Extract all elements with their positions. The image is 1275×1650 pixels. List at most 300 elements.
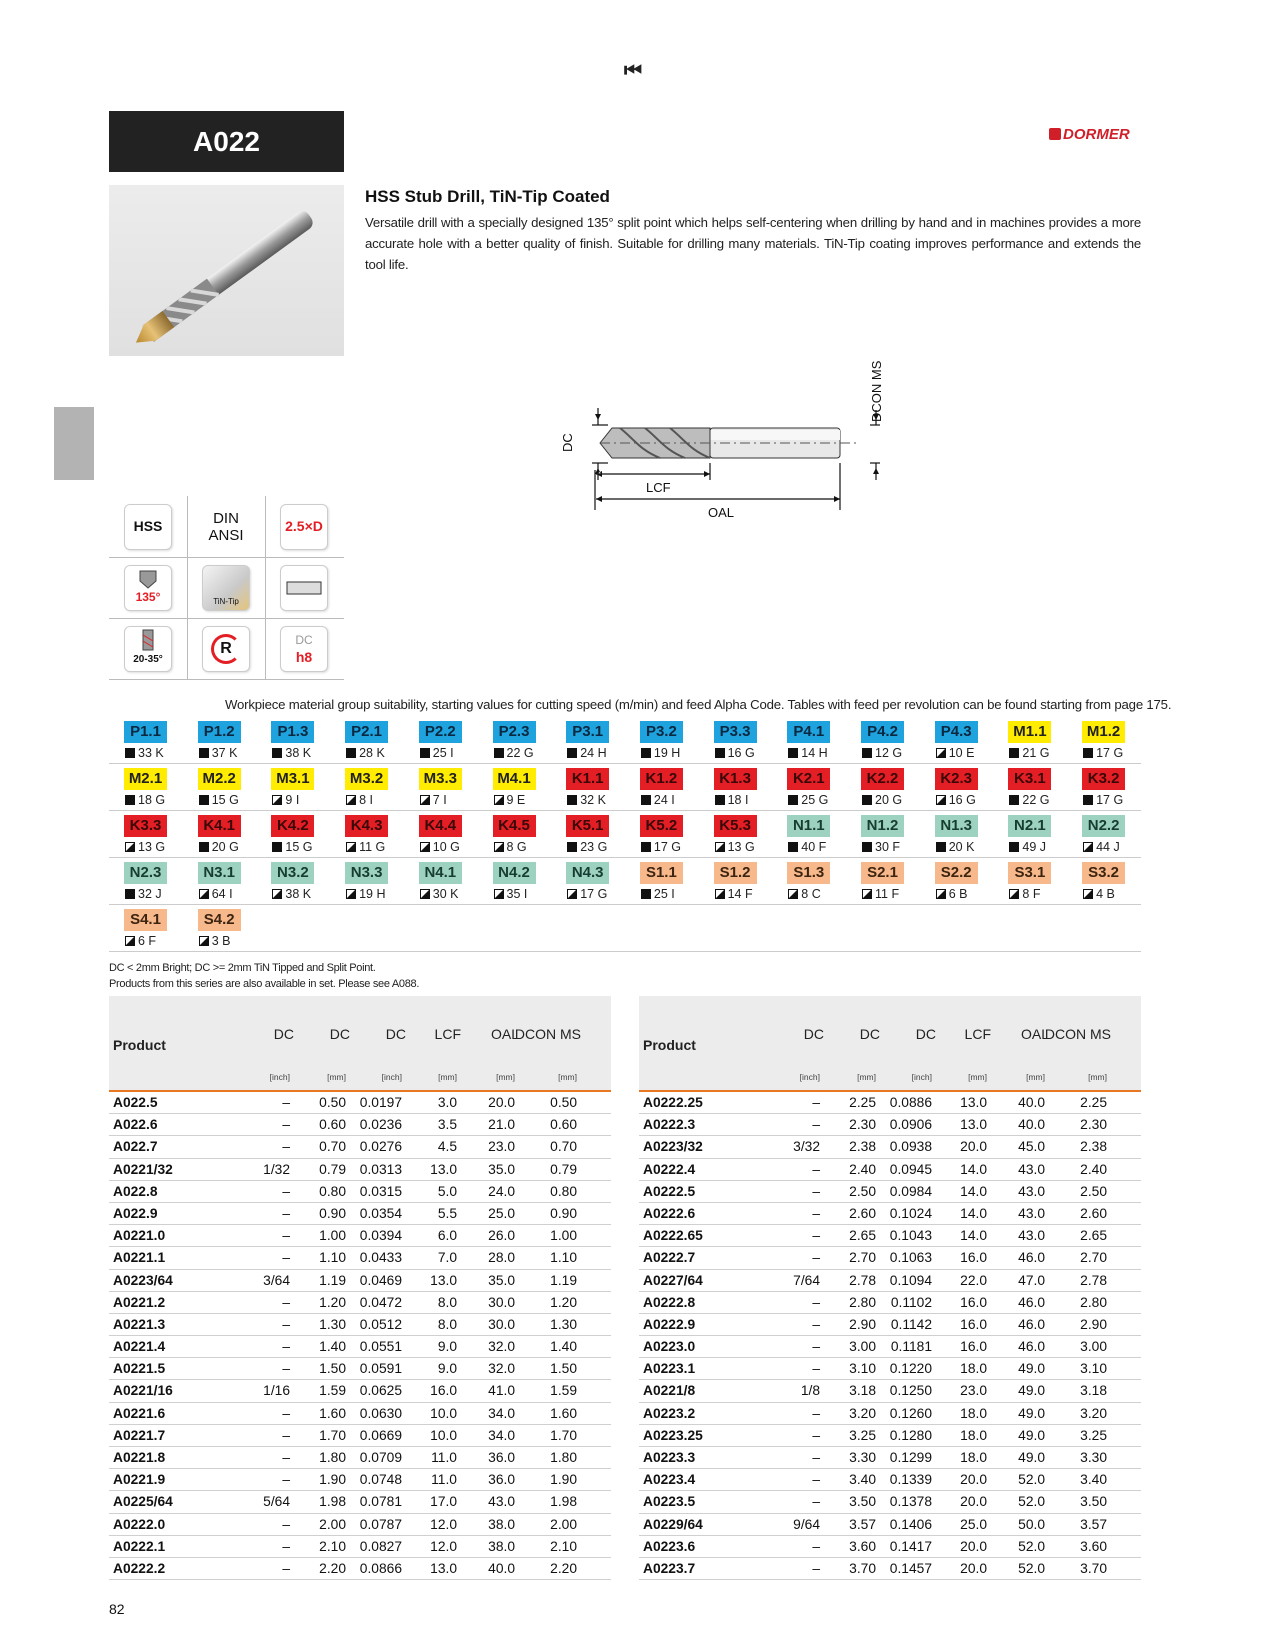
value-cell: 49.0 <box>1018 1361 1045 1377</box>
table-row[interactable] <box>109 1380 611 1402</box>
material-cell <box>1067 858 1141 905</box>
material-group-badge: K4.4 <box>419 815 462 837</box>
value-cell: 1/8 <box>800 1383 820 1399</box>
table-row[interactable] <box>639 1536 1141 1558</box>
table-row[interactable] <box>109 1225 611 1247</box>
table-row[interactable] <box>639 1380 1141 1402</box>
value-cell: 0.0512 <box>359 1316 402 1332</box>
table-header <box>109 996 611 1092</box>
cutting-value <box>346 746 385 760</box>
value-cell: 20.0 <box>960 1494 987 1510</box>
value-cell: – <box>812 1450 820 1465</box>
value-cell: 3.25 <box>1080 1427 1107 1443</box>
primary-suitability-icon <box>788 795 798 805</box>
table-row[interactable] <box>639 1491 1141 1513</box>
value-cell: 46.0 <box>1018 1294 1045 1310</box>
value-cell: 1.80 <box>319 1450 346 1465</box>
table-row[interactable] <box>109 1403 611 1425</box>
value-cell: 0.0433 <box>359 1250 402 1266</box>
value-cell: – <box>812 1405 820 1421</box>
primary-suitability-icon <box>494 748 504 758</box>
material-group-badge: N2.3 <box>124 862 167 884</box>
speed-feed-code: 6 F <box>138 934 157 948</box>
speed-feed-code: 25 I <box>432 746 454 760</box>
material-group-badge: K5.3 <box>714 815 757 837</box>
standard-din-ansi-icon: DIN ANSI <box>202 504 250 550</box>
product-code-cell: A0223.5 <box>643 1494 696 1510</box>
material-group-badge: S3.2 <box>1082 862 1125 884</box>
cutting-value <box>1083 793 1123 807</box>
value-cell: 35.0 <box>488 1272 515 1288</box>
product-code-cell: A0221.9 <box>113 1472 166 1488</box>
material-cell <box>109 905 183 952</box>
product-code-cell: A0223.25 <box>643 1427 703 1443</box>
speed-feed-code: 11 F <box>875 887 900 901</box>
value-cell: 0.1250 <box>889 1383 932 1399</box>
material-group-badge: N1.1 <box>787 815 830 837</box>
material-group-badge: K3.1 <box>1008 768 1051 790</box>
speed-feed-code: 25 G <box>801 793 829 807</box>
secondary-suitability-icon <box>1083 842 1093 852</box>
material-cell <box>772 858 846 905</box>
dcon-label: DCON MS <box>869 360 884 422</box>
value-cell: 0.0781 <box>359 1494 402 1510</box>
value-cell: 1.10 <box>319 1250 346 1266</box>
material-group-badge: N3.1 <box>198 862 241 884</box>
value-cell: 0.0354 <box>359 1205 402 1221</box>
value-cell: 40.0 <box>1018 1095 1045 1110</box>
page-number: 82 <box>109 1601 125 1617</box>
cutting-value <box>936 746 975 760</box>
value-cell: 3.25 <box>849 1427 876 1443</box>
value-cell: 3.10 <box>1080 1361 1107 1377</box>
table-row[interactable] <box>109 1358 611 1380</box>
table-row[interactable] <box>109 1292 611 1314</box>
material-group-badge: K1.2 <box>640 768 683 790</box>
primary-suitability-icon <box>715 748 725 758</box>
value-cell: 0.1417 <box>889 1538 932 1554</box>
value-cell: 1.60 <box>319 1405 346 1421</box>
column-unit: [inch] <box>911 1072 932 1082</box>
table-row[interactable] <box>109 1314 611 1336</box>
material-row <box>109 905 1141 952</box>
cutting-value <box>862 793 902 807</box>
speed-feed-code: 18 G <box>138 793 166 807</box>
value-cell: – <box>282 1183 290 1199</box>
material-group-badge: N2.2 <box>1082 815 1125 837</box>
speed-feed-code: 19 H <box>653 746 681 760</box>
value-cell: 0.1299 <box>889 1450 932 1465</box>
value-cell: – <box>282 1139 290 1155</box>
value-cell: 0.1094 <box>889 1272 932 1288</box>
value-cell: 1/32 <box>263 1161 290 1177</box>
value-cell: 0.0984 <box>889 1183 932 1199</box>
material-cell <box>993 858 1067 905</box>
value-cell: 10.0 <box>430 1427 457 1443</box>
material-group-badge: P4.2 <box>861 721 904 743</box>
column-unit: [mm] <box>857 1072 876 1082</box>
material-cell <box>109 764 183 811</box>
value-cell: 0.1024 <box>889 1205 932 1221</box>
table-row[interactable] <box>109 1159 611 1181</box>
cutting-value <box>715 793 749 807</box>
value-cell: 3.30 <box>1080 1450 1107 1465</box>
material-cell <box>920 811 994 858</box>
primary-suitability-icon <box>1083 748 1093 758</box>
material-cell <box>551 717 625 764</box>
table-row[interactable] <box>109 1136 611 1158</box>
cutting-value <box>125 793 165 807</box>
value-cell: 0.0938 <box>889 1139 932 1155</box>
value-cell: – <box>282 1538 290 1554</box>
material-group-badge: N2.1 <box>1008 815 1051 837</box>
material-cell <box>772 811 846 858</box>
table-row[interactable] <box>639 1136 1141 1158</box>
value-cell: 1.20 <box>550 1294 577 1310</box>
table-row[interactable] <box>639 1292 1141 1314</box>
value-cell: 0.0472 <box>359 1294 402 1310</box>
table-row[interactable] <box>639 1358 1141 1380</box>
secondary-suitability-icon <box>272 889 282 899</box>
table-row[interactable] <box>639 1270 1141 1292</box>
material-cell <box>993 717 1067 764</box>
value-cell: – <box>812 1205 820 1221</box>
value-cell: 2.10 <box>550 1538 577 1554</box>
product-description: Versatile drill with a specially designed 135° split point which helps self-centering when drilling by hand and in machines provides a more accurate hole with a better quality of finish. Suitable for drilling many materials. TiN-Tip coating improves performance and extends the tool life. <box>365 215 1141 272</box>
material-cell <box>404 858 478 905</box>
material-group-badge: P3.1 <box>566 721 609 743</box>
table-row[interactable] <box>639 1336 1141 1358</box>
column-header: DC <box>803 1026 824 1042</box>
value-cell: 0.0197 <box>359 1095 402 1110</box>
speed-feed-code: 12 G <box>875 746 903 760</box>
table-row[interactable] <box>109 1536 611 1558</box>
table-row[interactable] <box>639 1203 1141 1225</box>
section-tab[interactable] <box>54 407 94 480</box>
value-cell: 3.20 <box>849 1405 876 1421</box>
material-cell <box>772 764 846 811</box>
table-row[interactable] <box>109 1203 611 1225</box>
speed-feed-code: 25 I <box>653 887 675 901</box>
material-cell <box>625 717 699 764</box>
material-group-badge: M4.1 <box>493 768 536 790</box>
material-cell <box>993 764 1067 811</box>
table-row[interactable] <box>639 1247 1141 1269</box>
value-cell: 40.0 <box>1018 1117 1045 1133</box>
product-code-cell: A0221.3 <box>113 1316 166 1332</box>
material-cell <box>846 811 920 858</box>
material-group-badge: K4.1 <box>198 815 241 837</box>
primary-suitability-icon <box>641 889 651 899</box>
product-code-cell: A0221.6 <box>113 1405 166 1421</box>
value-cell: 0.0469 <box>359 1272 402 1288</box>
product-code-cell: A0223.0 <box>643 1339 696 1355</box>
material-group-badge: M2.2 <box>198 768 241 790</box>
table-row[interactable] <box>639 1403 1141 1425</box>
product-code-cell: A0222.7 <box>643 1250 696 1266</box>
value-cell: 30.0 <box>488 1316 515 1332</box>
primary-suitability-icon <box>715 795 725 805</box>
secondary-suitability-icon <box>199 936 209 946</box>
material-cell <box>920 764 994 811</box>
speed-feed-code: 9 E <box>506 793 526 807</box>
material-group-badge: S2.2 <box>935 862 978 884</box>
value-cell: 2.80 <box>1080 1294 1107 1310</box>
material-group-badge: S3.1 <box>1008 862 1051 884</box>
product-code-cell: A0221.4 <box>113 1339 166 1355</box>
cutting-value <box>346 793 373 807</box>
value-cell: 50.0 <box>1018 1516 1045 1532</box>
value-cell: – <box>282 1427 290 1443</box>
value-cell: 2.38 <box>1080 1139 1107 1155</box>
material-group-badge: K1.3 <box>714 768 757 790</box>
material-cell <box>404 764 478 811</box>
value-cell: 6.0 <box>437 1228 457 1244</box>
material-cell <box>478 764 552 811</box>
table-row[interactable] <box>109 1092 611 1114</box>
table-row[interactable] <box>109 1114 611 1136</box>
material-group-badge: S4.2 <box>198 909 241 931</box>
product-code-cell: A0222.1 <box>113 1538 166 1554</box>
value-cell: 34.0 <box>488 1427 515 1443</box>
footnote-line: Products from this series are also available in set. Please see A088. <box>109 978 420 990</box>
value-cell: 2.60 <box>1080 1205 1107 1221</box>
value-cell: 3.50 <box>849 1494 876 1510</box>
cutting-value <box>936 840 975 854</box>
value-cell: 3.00 <box>1080 1339 1107 1355</box>
material-group-badge: N3.2 <box>271 862 314 884</box>
material-group-badge: S1.3 <box>787 862 830 884</box>
cutting-value <box>420 840 460 854</box>
table-row[interactable] <box>109 1447 611 1469</box>
value-cell: 30.0 <box>488 1294 515 1310</box>
value-cell: 2.60 <box>849 1205 876 1221</box>
value-cell: 13.0 <box>430 1560 457 1576</box>
value-cell: 2.70 <box>849 1250 876 1266</box>
cutting-value <box>715 746 755 760</box>
value-cell: – <box>812 1427 820 1443</box>
value-cell: – <box>812 1228 820 1244</box>
value-cell: – <box>812 1560 820 1576</box>
cutting-value <box>788 746 827 760</box>
value-cell: 18.0 <box>960 1405 987 1421</box>
speed-feed-code: 37 K <box>211 746 238 760</box>
material-group-badge: P2.1 <box>345 721 388 743</box>
value-cell: 49.0 <box>1018 1450 1045 1465</box>
value-cell: 3.40 <box>1080 1472 1107 1488</box>
speed-feed-code: 15 G <box>285 840 313 854</box>
cutting-value <box>567 887 607 901</box>
value-cell: 25.0 <box>960 1516 987 1532</box>
material-group-badge: P2.3 <box>493 721 536 743</box>
value-cell: 2.78 <box>1080 1272 1107 1288</box>
product-code-cell: A0221.2 <box>113 1294 166 1310</box>
value-cell: 36.0 <box>488 1450 515 1465</box>
value-cell: 3.10 <box>849 1361 876 1377</box>
value-cell: 0.0906 <box>889 1117 932 1133</box>
value-cell: – <box>812 1095 820 1110</box>
material-group-badge: P2.2 <box>419 721 462 743</box>
value-cell: 2.00 <box>550 1516 577 1532</box>
cutting-value <box>494 793 526 807</box>
material-group-badge: P1.1 <box>124 721 167 743</box>
value-cell: 3.30 <box>849 1450 876 1465</box>
speed-feed-code: 30 K <box>432 887 459 901</box>
material-group-badge: P1.3 <box>271 721 314 743</box>
value-cell: 0.0827 <box>359 1538 402 1554</box>
value-cell: 9.0 <box>437 1361 457 1377</box>
table-row[interactable] <box>109 1247 611 1269</box>
value-cell: – <box>282 1095 290 1110</box>
product-code-cell: A0221/8 <box>643 1383 696 1399</box>
value-cell: 0.1260 <box>889 1405 932 1421</box>
material-group-badge: P3.3 <box>714 721 757 743</box>
value-cell: 2.50 <box>1080 1183 1107 1199</box>
speed-feed-code: 10 E <box>948 746 975 760</box>
value-cell: 3.20 <box>1080 1405 1107 1421</box>
value-cell: 8.0 <box>437 1294 457 1310</box>
speed-feed-code: 40 F <box>801 840 827 854</box>
value-cell: 0.0315 <box>359 1183 402 1199</box>
value-cell: 9/64 <box>793 1516 820 1532</box>
table-row[interactable] <box>639 1425 1141 1447</box>
table-row[interactable] <box>109 1469 611 1491</box>
value-cell: 0.1043 <box>889 1228 932 1244</box>
value-cell: 14.0 <box>960 1205 987 1221</box>
value-cell: – <box>282 1117 290 1133</box>
table-row[interactable] <box>639 1114 1141 1136</box>
cutting-value <box>936 887 968 901</box>
drill-dimension-diagram <box>560 350 940 540</box>
cutting-value <box>125 840 165 854</box>
value-cell: 14.0 <box>960 1183 987 1199</box>
speed-feed-code: 6 B <box>948 887 968 901</box>
value-cell: 0.1102 <box>890 1294 932 1310</box>
product-code-cell: A0221/16 <box>113 1383 173 1399</box>
table-row[interactable] <box>639 1159 1141 1181</box>
value-cell: 0.1280 <box>889 1427 932 1443</box>
value-cell: 20.0 <box>960 1560 987 1576</box>
product-code-cell: A0223.4 <box>643 1472 696 1488</box>
value-cell: 43.0 <box>1018 1205 1045 1221</box>
table-row[interactable] <box>639 1514 1141 1536</box>
value-cell: 2.00 <box>319 1516 346 1532</box>
product-code-cell: A0223.3 <box>643 1450 696 1465</box>
secondary-suitability-icon <box>1009 889 1019 899</box>
material-cell <box>920 717 994 764</box>
table-row[interactable] <box>639 1314 1141 1336</box>
cutting-value <box>641 793 675 807</box>
column-unit: [mm] <box>496 1072 515 1082</box>
speed-feed-code: 3 B <box>211 934 231 948</box>
product-code-cell: A0222.25 <box>643 1095 703 1110</box>
value-cell: 1.60 <box>550 1405 577 1421</box>
secondary-suitability-icon <box>936 889 946 899</box>
value-cell: 0.1142 <box>890 1316 932 1332</box>
value-cell: 0.79 <box>319 1161 346 1177</box>
secondary-suitability-icon <box>1083 889 1093 899</box>
speed-feed-code: 17 G <box>580 887 608 901</box>
column-unit: [inch] <box>799 1072 820 1082</box>
table-row[interactable] <box>109 1270 611 1292</box>
table-row[interactable] <box>639 1225 1141 1247</box>
dc-label: DC <box>560 433 575 452</box>
value-cell: 1.20 <box>319 1294 346 1310</box>
value-cell: 17.0 <box>430 1494 457 1510</box>
material-cell <box>772 717 846 764</box>
material-group-badge: S2.1 <box>861 862 904 884</box>
value-cell: 1.19 <box>550 1272 577 1288</box>
table-row[interactable] <box>639 1558 1141 1580</box>
table-row[interactable] <box>109 1425 611 1447</box>
value-cell: 11.0 <box>431 1472 457 1488</box>
speed-feed-code: 14 H <box>801 746 828 760</box>
table-row[interactable] <box>639 1447 1141 1469</box>
footnote-line: DC < 2mm Bright; DC >= 2mm TiN Tipped and Split Point. <box>109 962 376 974</box>
material-cell <box>330 858 404 905</box>
value-cell: 13.0 <box>960 1117 987 1133</box>
table-row[interactable] <box>639 1181 1141 1203</box>
value-cell: 38.0 <box>488 1538 515 1554</box>
material-cell <box>699 811 773 858</box>
value-cell: 2.70 <box>1080 1250 1107 1266</box>
column-header: OAL <box>1020 1026 1049 1042</box>
product-code-cell: A0221.0 <box>113 1228 166 1244</box>
value-cell: – <box>812 1472 820 1488</box>
value-cell: – <box>812 1161 820 1177</box>
value-cell: 25.0 <box>488 1205 515 1221</box>
value-cell: 3.0 <box>437 1095 457 1110</box>
table-row[interactable] <box>109 1558 611 1580</box>
table-row[interactable] <box>109 1336 611 1358</box>
helix-angle-icon: 20-35° <box>124 626 172 672</box>
column-unit: [mm] <box>438 1072 457 1082</box>
cutting-value <box>862 840 900 854</box>
value-cell: – <box>812 1339 820 1355</box>
product-code-cell: A0223/32 <box>643 1139 703 1155</box>
primary-suitability-icon <box>641 748 651 758</box>
secondary-suitability-icon <box>199 889 209 899</box>
value-cell: 0.80 <box>319 1183 346 1199</box>
value-cell: 14.0 <box>960 1161 987 1177</box>
material-cell <box>478 717 552 764</box>
table-row[interactable] <box>109 1491 611 1513</box>
value-cell: 20.0 <box>488 1095 515 1110</box>
cutting-value <box>346 840 385 854</box>
skip-back-icon[interactable]: ⏮ <box>624 60 636 82</box>
value-cell: 1.90 <box>319 1472 346 1488</box>
table-row[interactable] <box>109 1514 611 1536</box>
product-code-cell: A0223/64 <box>113 1272 173 1288</box>
table-row[interactable] <box>639 1469 1141 1491</box>
speed-feed-code: 44 J <box>1096 840 1120 854</box>
value-cell: 1.00 <box>550 1228 577 1244</box>
secondary-suitability-icon <box>567 889 577 899</box>
primary-suitability-icon <box>125 889 135 899</box>
value-cell: 5.5 <box>437 1205 457 1221</box>
table-row[interactable] <box>109 1181 611 1203</box>
material-group-badge: M3.1 <box>271 768 314 790</box>
point-angle-135-icon: 135° <box>124 565 172 611</box>
speed-feed-code: 8 G <box>506 840 527 854</box>
value-cell: 22.0 <box>960 1272 987 1288</box>
cutting-value <box>272 793 299 807</box>
table-row[interactable] <box>639 1092 1141 1114</box>
material-group-badge: K3.3 <box>124 815 167 837</box>
value-cell: – <box>812 1183 820 1199</box>
value-cell: 2.40 <box>1080 1161 1107 1177</box>
primary-suitability-icon <box>199 748 209 758</box>
